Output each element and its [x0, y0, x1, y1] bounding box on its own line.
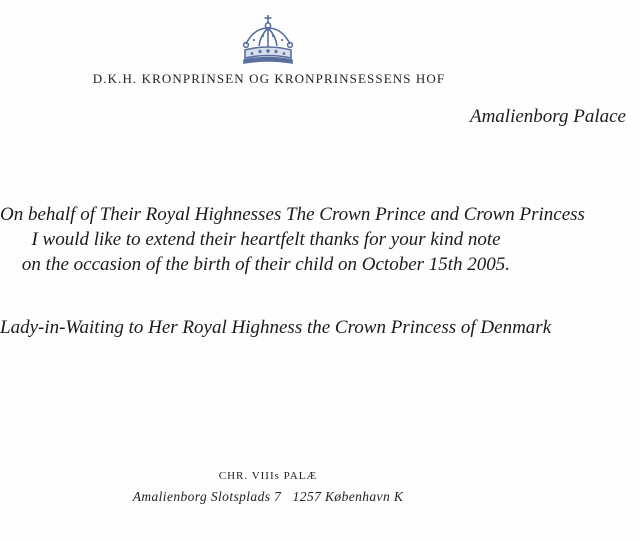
royal-crown-icon	[238, 14, 298, 66]
message-line: I would like to extend their heartfelt thanks for your kind note	[31, 229, 501, 250]
address-line	[0, 489, 536, 505]
address-city: 1257 København K	[292, 489, 404, 504]
thank-you-message	[0, 202, 585, 277]
message-line: On behalf of Their Royal Highnesses The Crown Prince and Crown Princess	[0, 204, 585, 225]
message-line: on the occasion of the birth of their child on October 15th 2005.	[21, 254, 511, 275]
signature-line: Lady-in-Waiting to Her Royal Highness the Crown Princess of Denmark	[0, 317, 552, 338]
household-title: D.K.H. KRONPRINSEN OG KRONPRINSESSENS HOF	[92, 71, 446, 86]
address-building: CHR. VIIIs PALÆ	[218, 470, 318, 482]
address-street: Amalienborg Slotsplads 7	[132, 489, 282, 504]
place-name: Amalienborg Palace	[469, 106, 626, 127]
